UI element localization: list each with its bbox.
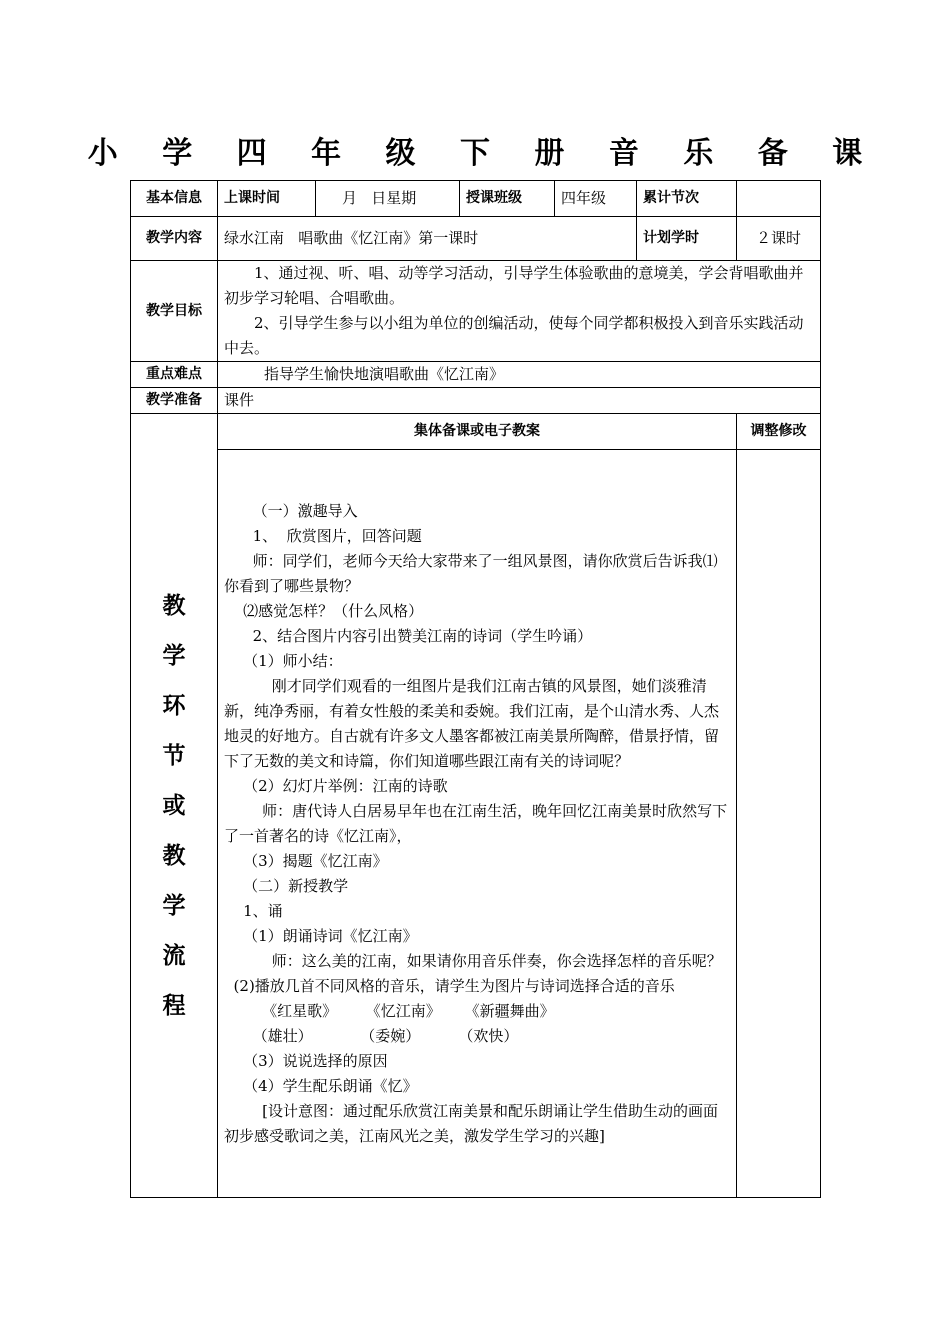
process-line: ⑵感觉怎样？（什么风格）: [224, 601, 424, 620]
process-line: （1）师小结：: [224, 651, 343, 670]
page-title: 小 学 四 年 级 下 册 音 乐 备 课: [87, 136, 880, 171]
process-line: （1）朗诵诗词《忆江南》: [224, 926, 418, 945]
class-value: 四年级: [555, 181, 637, 217]
process-line: 师：唐代诗人白居易早年也在江南生活，晚年回忆江南美景时欣然写下了一首著名的诗《忆江南》，: [224, 801, 728, 845]
class-time-value: 月 日星期: [316, 181, 460, 217]
lesson-process-content: [218, 450, 737, 1198]
goal-item: 2、引导学生参与以小组为单位的创编活动，使每个同学都积极投入到音乐实践活动中去。: [224, 314, 804, 357]
process-line: （3）揭题《忆江南》: [224, 851, 388, 870]
focus-label: 重点难点: [131, 362, 218, 388]
lesson-plan-table: [130, 180, 821, 1198]
focus-row: [131, 362, 821, 388]
process-line: （4）学生配乐朗诵《忆》: [224, 1076, 418, 1095]
basic-info-row: [131, 181, 821, 217]
content-row: [131, 217, 821, 261]
process-line: （雄壮） （委婉） （欢快）: [224, 1026, 519, 1045]
process-line: 1、 欣赏图片，回答问题: [224, 526, 422, 545]
lesson-count-label: 累计节次: [637, 181, 737, 217]
process-line: [设计意图：通过配乐欣赏江南美景和配乐朗诵让学生借助生动的画面初步感受歌词之美，江南风光之美，激发学生学习的兴趣]: [224, 1101, 719, 1145]
focus-content: 指导学生愉快地演唱歌曲《忆江南》: [218, 362, 821, 388]
prep-row: [131, 388, 821, 414]
process-line: 2、结合图片内容引出赞美江南的诗词（学生吟诵）: [224, 626, 593, 645]
process-line: 1、诵: [224, 901, 283, 920]
lesson-count-value: [737, 181, 821, 217]
process-line: （2）幻灯片举例：江南的诗歌: [224, 776, 448, 795]
plan-hours-value: ２课时: [737, 217, 821, 261]
goal-item: 1、通过视、听、唱、动等学习活动，引导学生体验歌曲的意境美，学会背唱歌曲并初步学习轮唱、合唱歌曲。: [224, 264, 804, 307]
prep-content: 课件: [218, 388, 821, 414]
plan-hours-label: 计划学时: [637, 217, 737, 261]
content-label: 教学内容: [131, 217, 218, 261]
process-line: （一）激趣导入: [224, 501, 358, 520]
goals-content: [218, 261, 821, 362]
class-label: 授课班级: [460, 181, 555, 217]
process-header-row: [131, 414, 821, 450]
goals-label: 教学目标: [131, 261, 218, 362]
prep-label: 教学准备: [131, 388, 218, 414]
process-vertical-label: 教 学 环 节 或 教 学 流 程: [131, 414, 218, 1198]
content-value: 绿水江南 唱歌曲《忆江南》第一课时: [218, 217, 637, 261]
lesson-plan-header: 集体备课或电子教案: [218, 414, 737, 450]
adjust-column: [737, 450, 821, 1198]
adjust-header: 调整修改: [737, 414, 821, 450]
process-line: (2)播放几首不同风格的音乐，请学生为图片与诗词选择合适的音乐: [224, 976, 675, 995]
process-body-row: [131, 450, 821, 1198]
class-time-label: 上课时间: [218, 181, 316, 217]
process-line: 师：这么美的江南，如果请你用音乐伴奏，你会选择怎样的音乐呢？: [224, 951, 722, 970]
process-line: （二）新授教学: [224, 876, 349, 895]
process-line: 《红星歌》 《忆江南》 《新疆舞曲》: [224, 1001, 555, 1020]
basic-info-label: 基本信息: [131, 181, 218, 217]
goals-row: [131, 261, 821, 362]
process-line: 师：同学们，老师今天给大家带来了一组风景图，请你欣赏后告诉我⑴你看到了哪些景物？: [224, 551, 718, 595]
process-line: 刚才同学们观看的一组图片是我们江南古镇的风景图，她们淡雅清新，纯净秀丽，有着女性般的柔美和委婉。我们江南，是个山清水秀、人杰地灵的好地方。自古就有许多文人墨客都被江南美景所陶醉，借景抒情，留下了无数的美文和诗篇，你们知道哪些跟江南有关的诗词呢？: [224, 676, 720, 770]
process-line: （3）说说选择的原因: [224, 1051, 388, 1070]
